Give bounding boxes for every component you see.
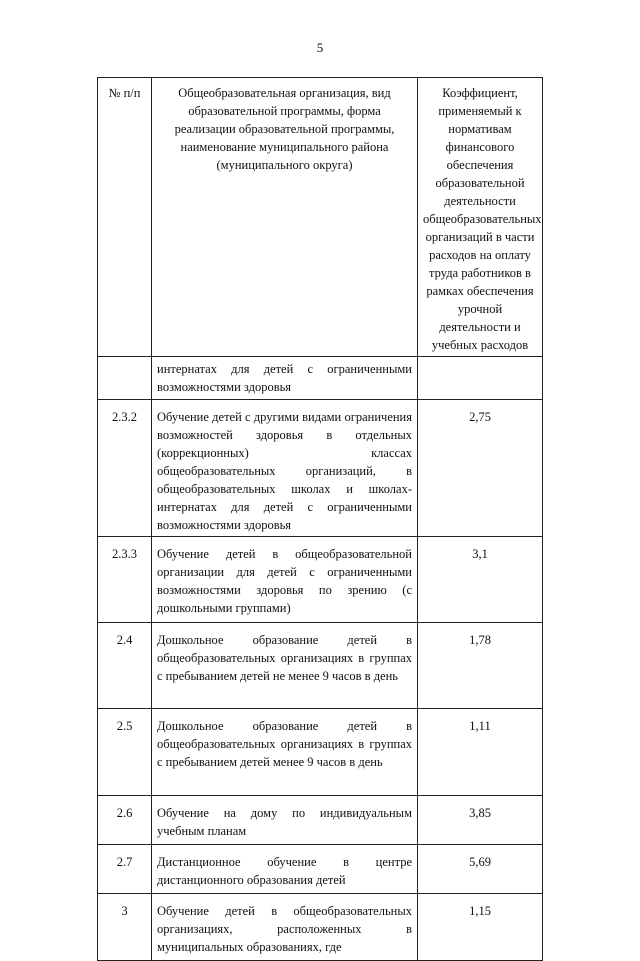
- row-coefficient: 1,78: [418, 623, 543, 709]
- row-description: Обучение на дому по индивидуальным учебным планам: [152, 796, 418, 845]
- row-description: интернатах для детей с ограниченными возможностями здоровья: [152, 357, 418, 400]
- table-row: [98, 400, 543, 537]
- row-description: Дошкольное образование детей в общеобразовательных организациях в группах с пребыванием детей менее 9 часов в день: [152, 709, 418, 796]
- table-row: [98, 845, 543, 894]
- table-row: [98, 357, 543, 400]
- row-coefficient: 3,85: [418, 796, 543, 845]
- table-row: [98, 623, 543, 709]
- row-description: Дошкольное образование детей в общеобразовательных организациях в группах с пребыванием детей не менее 9 часов в день: [152, 623, 418, 709]
- row-coefficient: 5,69: [418, 845, 543, 894]
- row-description: Обучение детей в общеобразовательной организации для детей с ограниченными возможностями здоровья по зрению (с дошкольными группами): [152, 537, 418, 623]
- table-row: [98, 796, 543, 845]
- header-organization: Общеобразовательная организация, вид образовательной программы, форма реализации образовательной программы, наименование муниципального района (муниципального округа): [152, 78, 418, 357]
- row-coefficient: [418, 357, 543, 400]
- row-number: 2.4: [98, 623, 152, 709]
- coefficient-table: [97, 77, 543, 961]
- row-number: 2.6: [98, 796, 152, 845]
- table-row: [98, 537, 543, 623]
- table-row: [98, 894, 543, 961]
- row-coefficient: 1,15: [418, 894, 543, 961]
- row-description: Дистанционное обучение в центре дистанционного образования детей: [152, 845, 418, 894]
- row-description: Обучение детей с другими видами ограничения возможностей здоровья в отдельных (коррекционных) классах общеобразовательных организаций, в общеобразовательных школах и школах-интернатах для детей с ограниченными возможностями здоровья: [152, 400, 418, 537]
- row-number: 3: [98, 894, 152, 961]
- table-row: [98, 709, 543, 796]
- header-coefficient: Коэффициент, применяемый к нормативам финансового обеспечения образовательной деятельности общеобразовательных организаций в части расходов на оплату труда работников в рамках обеспечения урочной деятельности и учебных расходов: [418, 78, 543, 357]
- page-number: 5: [316, 40, 324, 55]
- row-number: 2.3.2: [98, 400, 152, 537]
- row-coefficient: 1,11: [418, 709, 543, 796]
- row-number: [98, 357, 152, 400]
- row-coefficient: 2,75: [418, 400, 543, 537]
- row-number: 2.3.3: [98, 537, 152, 623]
- row-coefficient: 3,1: [418, 537, 543, 623]
- row-description: Обучение детей в общеобразовательных организациях, расположенных в муниципальных образованиях, где: [152, 894, 418, 961]
- row-number: 2.5: [98, 709, 152, 796]
- row-number: 2.7: [98, 845, 152, 894]
- table-header-row: [98, 78, 543, 357]
- header-num: № п/п: [98, 78, 152, 357]
